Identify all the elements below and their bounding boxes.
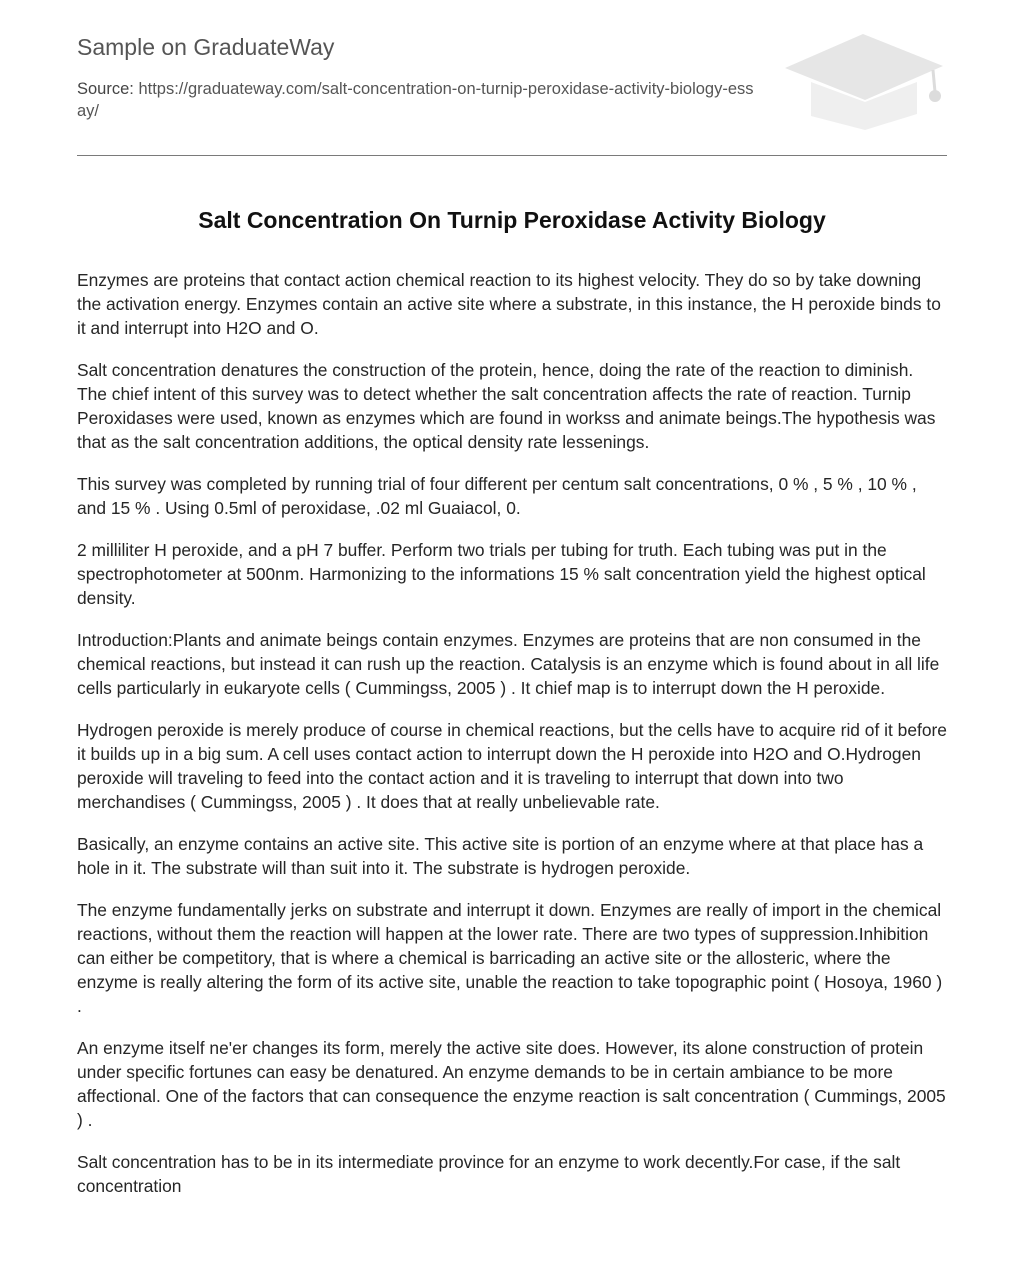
paragraph: An enzyme itself ne'er changes its form, merely the active site does. However, its alone construction of protein under specific fortunes can easy be denatured. An enzyme demands to be in certain ambiance to be more affectional. One of the factors that can consequence the enzyme reaction is salt concentration ( Cummings, 2005 ) . <box>77 1038 946 1130</box>
article-body <box>77 268 947 1216</box>
site-name: Sample on GraduateWay <box>77 34 335 60</box>
source-line <box>77 78 757 122</box>
source-label: Source: <box>77 80 139 98</box>
paragraph: The enzyme fundamentally jerks on substrate and interrupt it down. Enzymes are really of import in the chemical reactions, without them the reaction will happen at the lower rate. There are two types of suppression.Inhibition can either be competitory, that is where a chemical is barricading an active site or the allosteric, where the enzyme is really altering the form of its active site, unable the reaction to take topographic point ( Hosoya, 1960 ) . <box>77 900 943 1016</box>
header-divider <box>77 155 947 156</box>
article-title: Salt Concentration On Turnip Peroxidase Activity Biology <box>198 207 826 233</box>
paragraph: Salt concentration has to be in its intermediate province for an enzyme to work decently.For case, if the salt concentration <box>77 1152 901 1196</box>
source-link[interactable]: https://graduateway.com/salt-concentration-on-turnip-peroxidase-activity-biology-essay/ <box>77 80 754 120</box>
paragraph: Enzymes are proteins that contact action chemical reaction to its highest velocity. They do so by take downing the activation energy. Enzymes contain an active site where a substrate, in this instance, the H peroxide binds to it and interrupt into H2O and O. <box>77 270 941 338</box>
page-header <box>77 0 947 156</box>
paragraph: Introduction:Plants and animate beings contain enzymes. Enzymes are proteins that are non consumed in the chemical reactions, but instead it can rush up the reaction. Catalysis is an enzyme which is found about in all life cells particularly in eukaryote cells ( Cummingss, 2005 ) . It chief map is to interrupt down the H peroxide. <box>77 630 940 698</box>
graduation-cap-icon <box>781 30 947 132</box>
paragraph: 2 milliliter H peroxide, and a pH 7 buffer. Perform two trials per tubing for truth. Each tubing was put in the spectrophotometer at 500nm. Harmonizing to the informations 15 % salt concentration yield the highest optical density. <box>77 540 926 608</box>
paragraph: Hydrogen peroxide is merely produce of course in chemical reactions, but the cells have to acquire rid of it before it builds up in a big sum. A cell uses contact action to interrupt down the H peroxide into H2O and O.Hydrogen peroxide will traveling to feed into the contact action and it is traveling to interrupt that down into two merchandises ( Cummingss, 2005 ) . It does that at really unbelievable rate. <box>77 720 947 812</box>
paragraph: This survey was completed by running trial of four different per centum salt concentrations, 0 % , 5 % , 10 % , and 15 % . Using 0.5ml of peroxidase, .02 ml Guaiacol, 0. <box>77 474 917 518</box>
paragraph: Salt concentration denatures the construction of the protein, hence, doing the rate of the reaction to diminish. The chief intent of this survey was to detect whether the salt concentration affects the rate of reaction. Turnip Peroxidases were used, known as enzymes which are found in workss and animate beings.The hypothesis was that as the salt concentration additions, the optical density rate lessenings. <box>77 360 936 452</box>
paragraph: Basically, an enzyme contains an active site. This active site is portion of an enzyme where at that place has a hole in it. The substrate will than suit into it. The substrate is hydrogen peroxide. <box>77 834 924 878</box>
